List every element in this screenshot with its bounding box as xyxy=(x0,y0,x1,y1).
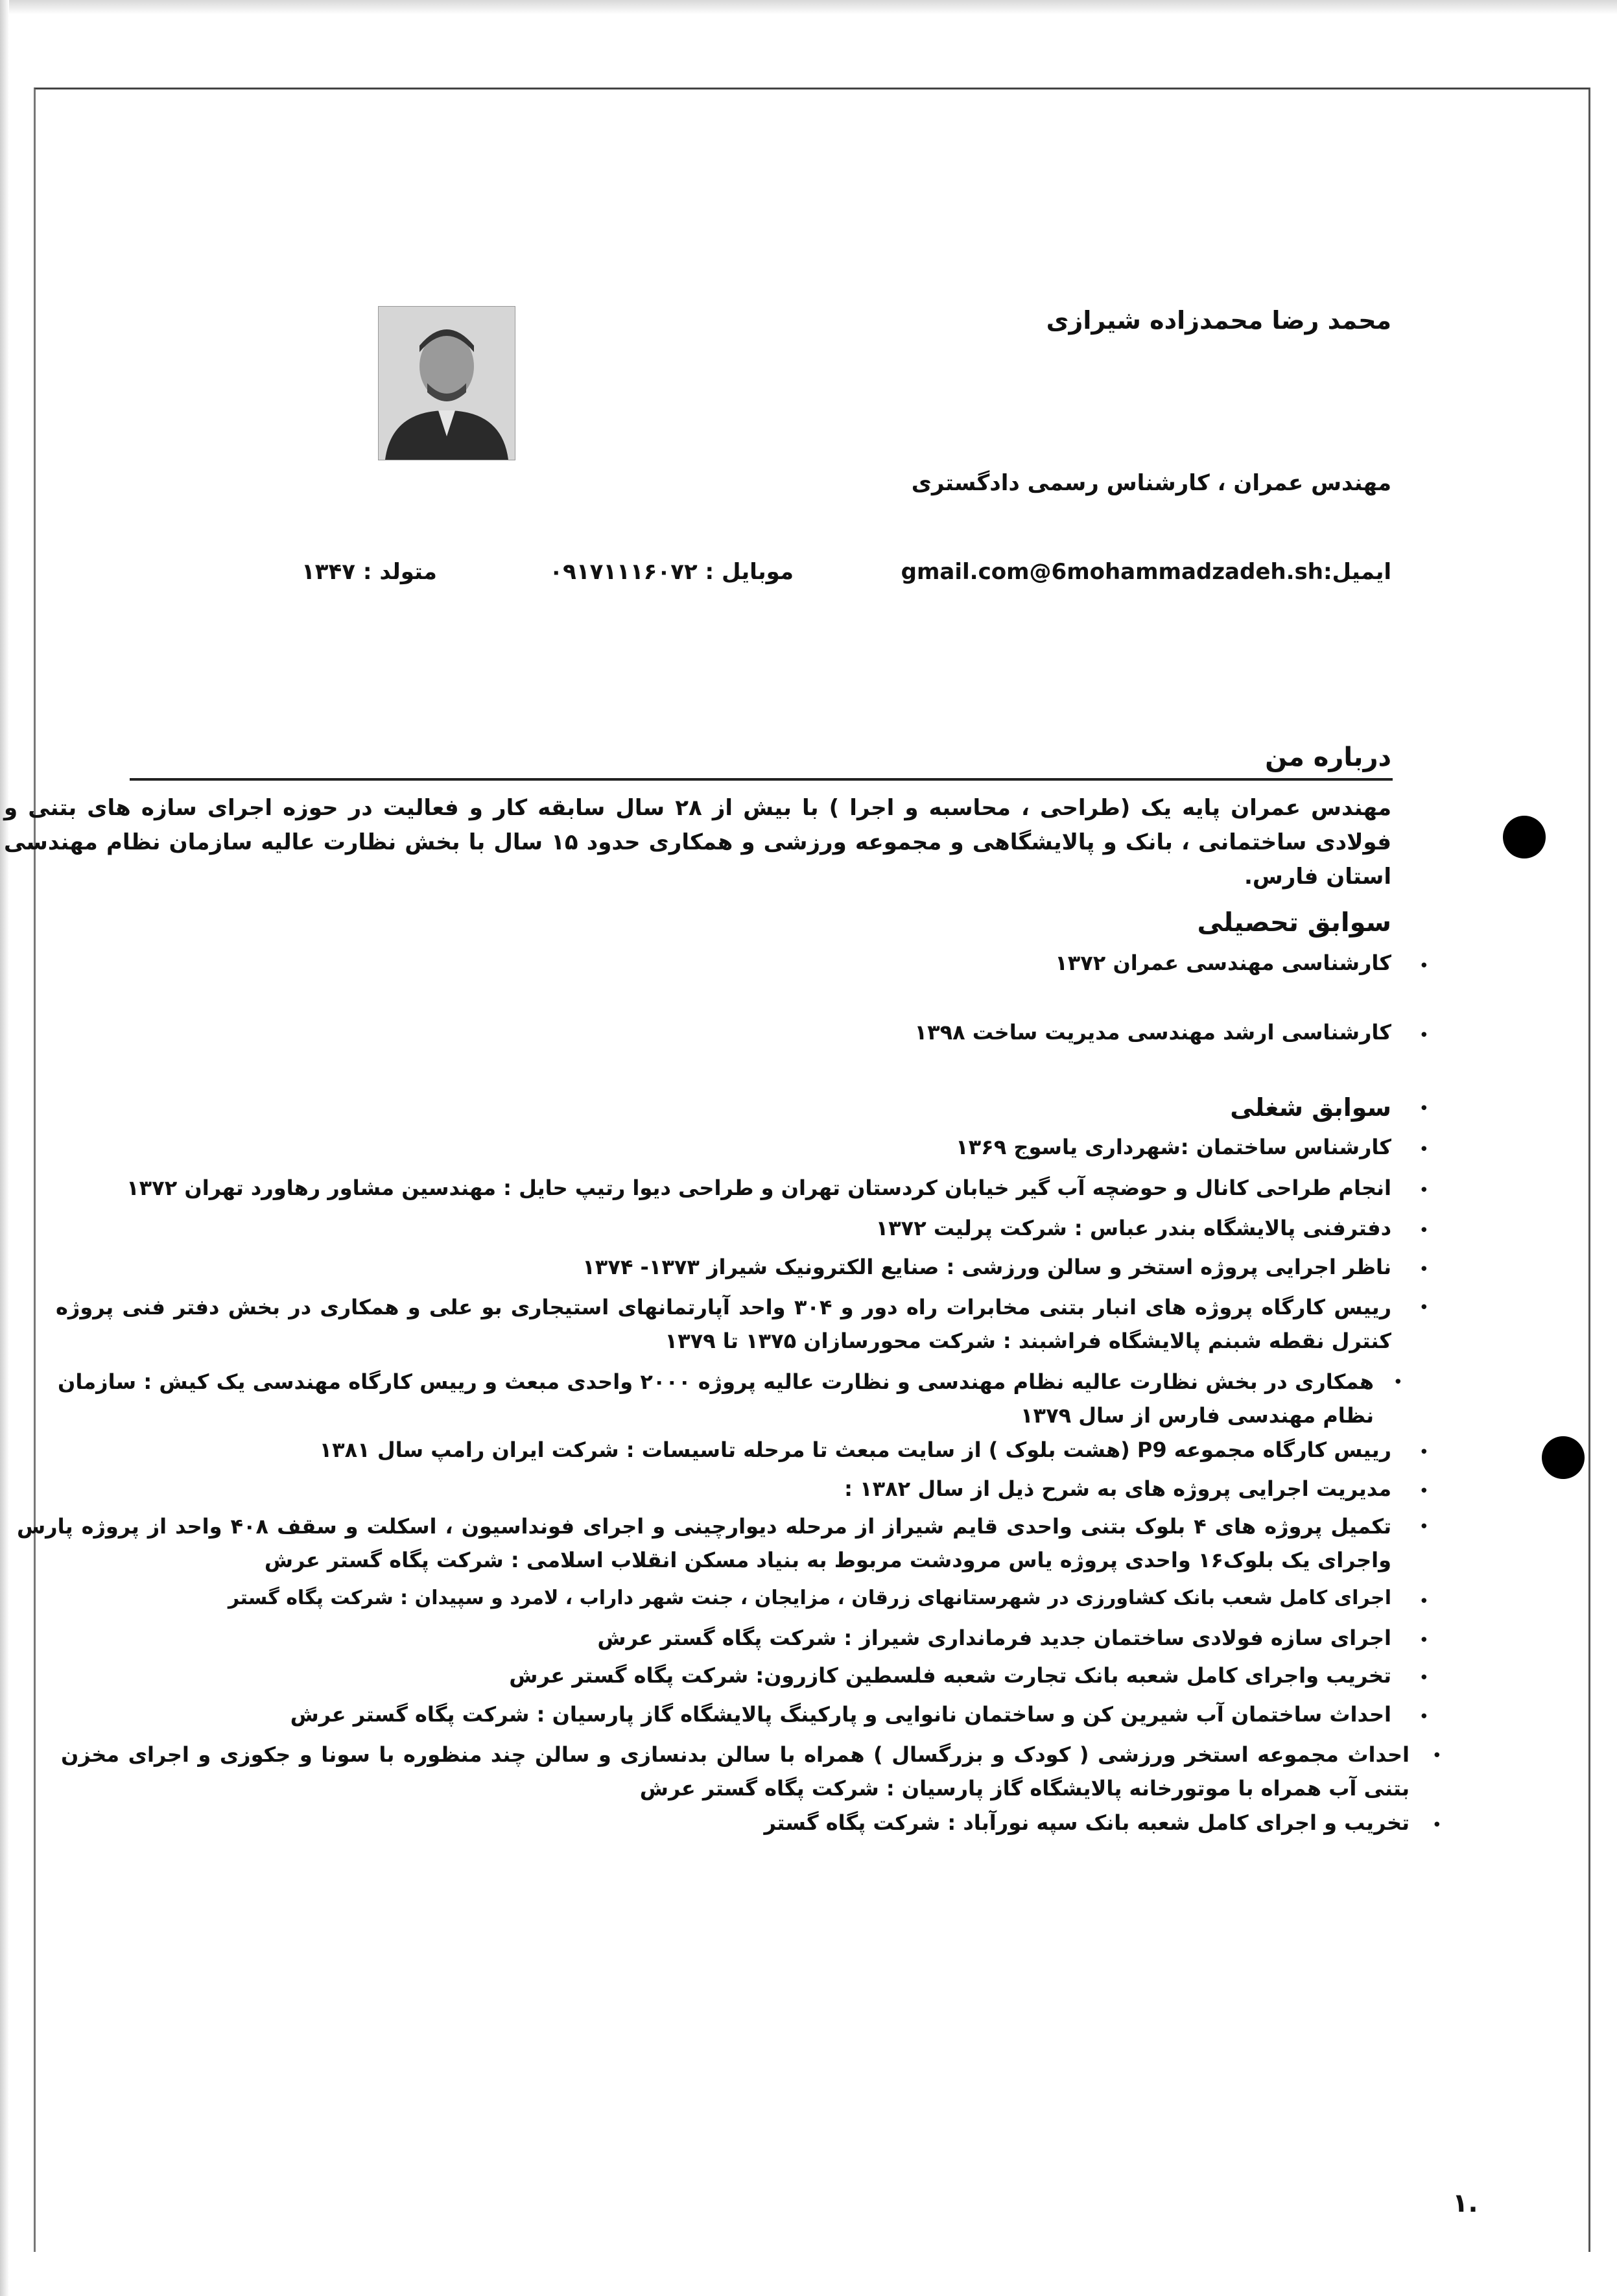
work-item: تکمیل پروژه های ۴ بلوک بتنی واحدی قایم شیراز از مرحله دیوارچینی و اجرای فونداسیون ، اسکلت و سقف ۴۰۸ واحد از پروژه پارس واجرای یک بلوک۱۶ واحدی پروژه یاس مرودشت مربوط به بنیاد مسکن انقلاب اسلامی : شرکت پگاه گستر عرش xyxy=(17,1514,1392,1572)
bullet-icon: • xyxy=(1419,1707,1429,1727)
about-paragraph: مهندس عمران پایه یک (طراحی ، محاسبه و اجرا ) با بیش از ۲۸ سال سابقه کار و فعالیت در حوزه اجرای سازه های بتنی و فولادی ساختمانی ، بانک و پالایشگاهی و مجموعه ورزشی و همکاری حدود ۱۵ سال با بخش نظارت عالیه سازمان نظام مهندسی استان فارس. xyxy=(4,795,1391,890)
bullet-icon: • xyxy=(1419,1099,1429,1118)
work-item: مدیریت اجرایی پروژه های به شرح ذیل از سال ۱۳۸۲ : xyxy=(844,1476,1391,1501)
work-item: ناظر اجرایی پروژه استخر و سالن ورزشی : صنایع الکترونیک شیراز ۱۳۷۳- ۱۳۷۴ xyxy=(582,1255,1391,1279)
bullet-icon: • xyxy=(1419,956,1429,976)
bullet-icon: • xyxy=(1419,1668,1429,1688)
about-heading: درباره من xyxy=(1265,742,1391,772)
work-heading: سوابق شغلی xyxy=(1230,1093,1391,1122)
bullet-icon: • xyxy=(1419,1443,1429,1462)
bullet-icon: • xyxy=(1419,1221,1429,1240)
work-item: رییس کارگاه پروژه های انبار بتنی مخابرات راه دور و ۳۰۴ واحد آپارتمانهای استیجاری بو علی و همکاری در بخش دفتر فنی پروژه کنترل نقطه شبنم پالایشگاه فراشبند : شرکت محورسازان ۱۳۷۵ تا ۱۳۷۹ xyxy=(56,1295,1392,1353)
bullet-icon: • xyxy=(1419,1631,1429,1650)
person-name: محمد رضا محمدزاده شیرازی xyxy=(1046,306,1391,335)
birth-year: متولد : ۱۳۴۷ xyxy=(301,559,437,585)
work-item: تخریب و اجرای کامل شعبه بانک سپه نورآباد : شرکت پگاه گستر xyxy=(764,1810,1410,1835)
work-item: اجرای سازه فولادی ساختمان جدید فرمانداری شیراز : شرکت پگاه گستر عرش xyxy=(597,1626,1391,1650)
work-item: انجام طراحی کانال و حوضچه آب گیر خیابان کردستان تهران و طراحی دیوا رتیپ حایل : مهندسین مشاور رهاورد تهران ۱۳۷۲ xyxy=(126,1176,1391,1200)
bullet-icon: • xyxy=(1419,1260,1429,1279)
work-item: همکاری در بخش نظارت عالیه نظام مهندسی و نظارت عالیه پروژه ۲۰۰۰ واحدی مبعث و رییس کارگاه مهندسی یک کیش : سازمان نظام مهندسی فارس از سال ۱۳۷۹ xyxy=(58,1369,1375,1428)
profile-photo xyxy=(378,306,515,460)
bullet-icon: • xyxy=(1419,1592,1429,1611)
mobile-number: موبایل : ۰۹۱۷۱۱۱۶۰۷۲ xyxy=(549,559,794,585)
profession-title: مهندس عمران ، کارشناس رسمی دادگستری xyxy=(911,470,1391,496)
bullet-icon: • xyxy=(1432,1746,1442,1766)
scan-top-edge xyxy=(0,0,1617,14)
bullet-icon: • xyxy=(1419,1482,1429,1501)
education-item: کارشناسی مهندسی عمران ۱۳۷۲ xyxy=(1055,951,1391,975)
work-item: دفترفنی پالایشگاه بندر عباس : شرکت پرلیت ۱۳۷۲ xyxy=(875,1216,1391,1240)
bullet-icon: • xyxy=(1419,1298,1429,1318)
section-divider xyxy=(130,778,1393,781)
page-border xyxy=(34,88,1590,2252)
education-item: کارشناسی ارشد مهندسی مدیریت ساخت ۱۳۹۸ xyxy=(914,1020,1391,1045)
work-item: اجرای کامل شعب بانک کشاورزی در شهرستانهای زرقان ، مزایجان ، جنت شهر داراب ، لامرد و سپیدان : شرکت پگاه گستر xyxy=(228,1587,1391,1609)
scan-left-shadow xyxy=(0,0,9,2296)
bullet-icon: • xyxy=(1393,1373,1403,1392)
scan-hole-mark xyxy=(1542,1436,1585,1479)
work-item: رییس کارگاه مجموعه P9 (هشت بلوک ) از سایت مبعث تا مرحله تاسیسات : شرکت ایران رامپ سال ۱۳۸۱ xyxy=(319,1438,1391,1462)
person-silhouette-icon xyxy=(379,307,515,460)
bullet-icon: • xyxy=(1419,1181,1429,1200)
bullet-icon: • xyxy=(1419,1026,1429,1045)
education-heading: سوابق تحصیلی xyxy=(1197,908,1391,938)
work-item: احداث ساختمان آب شیرین کن و ساختمان نانوایی و پارکینگ پالایشگاه گاز پارسیان : شرکت پگاه گستر عرش xyxy=(290,1702,1391,1727)
bullet-icon: • xyxy=(1432,1816,1442,1835)
scan-hole-mark xyxy=(1503,816,1546,858)
bullet-icon: • xyxy=(1419,1140,1429,1159)
page-number-mark: ۱. xyxy=(1452,2188,1478,2218)
email-address: ایمیل:gmail.com@6mohammadzadeh.sh xyxy=(901,559,1391,585)
bullet-icon: • xyxy=(1419,1517,1429,1537)
work-item: تخریب واجرای کامل شعبه بانک تجارت شعبه فلسطین کازرون: شرکت پگاه گستر عرش xyxy=(509,1663,1391,1688)
work-item: احداث مجموعه استخر ورزشی ( کودک و بزرگسال ) همراه با سالن بدنسازی و سالن چند منظوره با سونا و جکوزی و اجرای مخزن بتنی آب همراه با موتورخانه پالایشگاه گاز پارسیان : شرکت پگاه گستر عرش xyxy=(61,1742,1410,1801)
work-item: کارشناس ساختمان :شهرداری یاسوج ۱۳۶۹ xyxy=(956,1135,1391,1159)
